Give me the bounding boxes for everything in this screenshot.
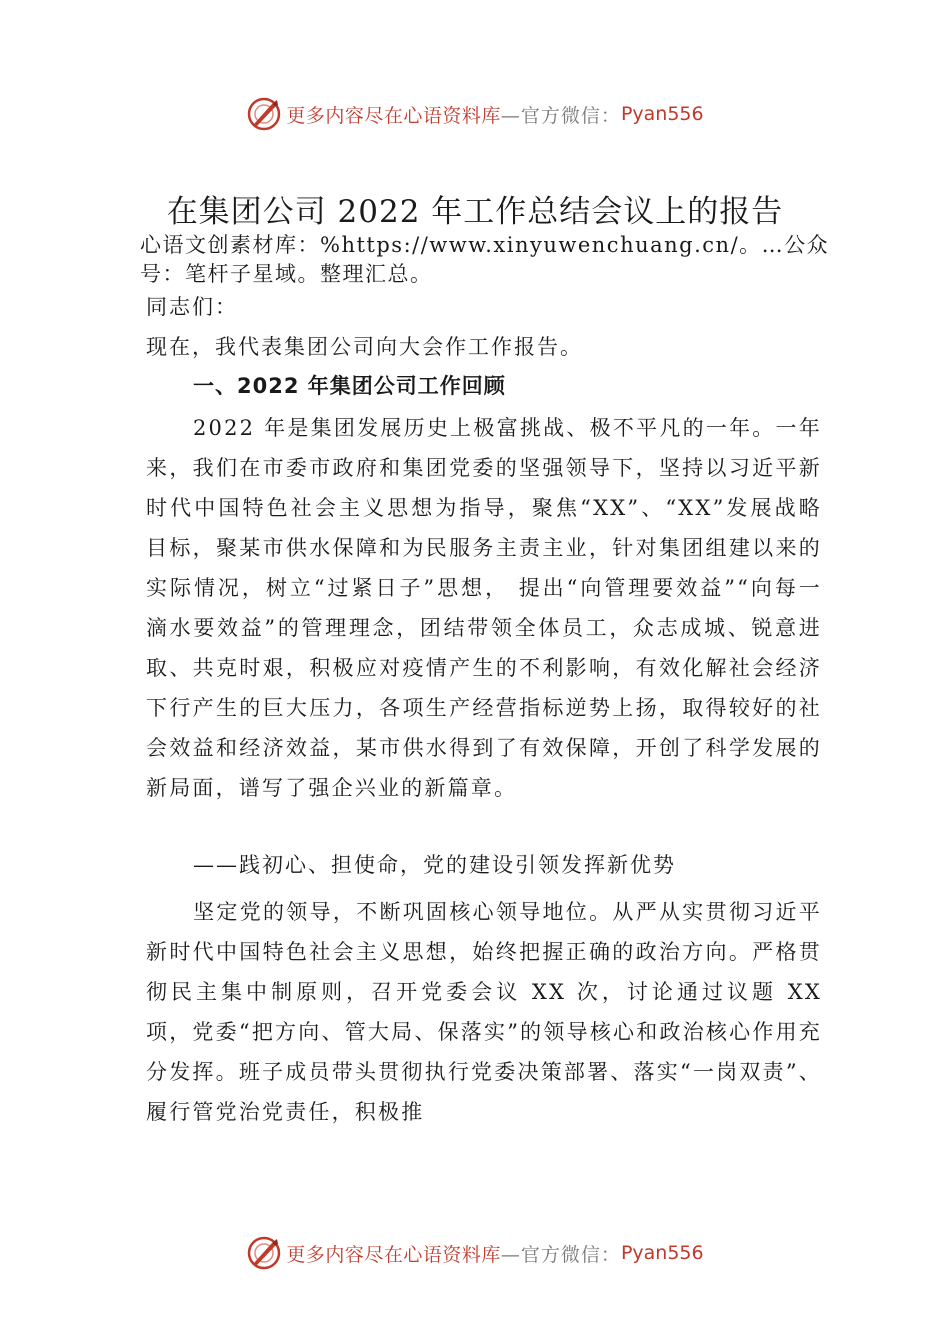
subheading: ——践初心、担使命，党的建设引领发挥新优势	[193, 853, 676, 877]
banner-red-text: 更多内容尽在心语资料库	[286, 104, 501, 127]
logo-icon	[246, 96, 282, 132]
document-title: 在集团公司 2022 年工作总结会议上的报告	[166, 194, 784, 230]
salutation: 同志们：	[146, 295, 238, 319]
logo-icon	[246, 1235, 282, 1271]
paragraph-1	[146, 408, 822, 808]
footer-banner	[0, 1233, 950, 1273]
banner-account: Pyan556	[620, 1242, 704, 1264]
section-heading: 一、2022 年集团公司工作回顾	[193, 374, 506, 398]
header-banner	[0, 94, 950, 134]
banner-gray-text: —官方微信：	[500, 104, 621, 127]
banner-gray-text: —官方微信：	[500, 1243, 621, 1266]
source-note: 心语文创素材库：%https://www.xinyuwenchuang.cn/。…公众号：笔杆子星域。整理汇总。	[140, 233, 830, 286]
banner-account: Pyan556	[620, 103, 704, 125]
paragraph-2-text: 坚定党的领导，不断巩固核心领导地位。从严从实贯彻习近平新时代中国特色社会主义思想，始终把握正确的政治方向。严格贯彻民主集中制原则，召开党委会议 XX 次，讨论通过议题 XX 项，党委“把方向、管大局、保落实”的领导核心和政治核心作用充分发挥。班子成员带头贯彻执行党委决策部署、落实“一岗双责”、履行管党治党责任，积极推	[146, 900, 822, 1124]
intro-paragraph: 现在，我代表集团公司向大会作工作报告。	[146, 335, 583, 359]
banner-red-text: 更多内容尽在心语资料库	[286, 1243, 501, 1266]
paragraph-1-text: 2022 年是集团发展历史上极富挑战、极不平凡的一年。一年来，我们在市委市政府和集团党委的坚强领导下，坚持以习近平新时代中国特色社会主义思想为指导，聚焦“XX”、“XX”发展战略目标，聚某市供水保障和为民服务主责主业，针对集团组建以来的实际情况，树立“过紧日子”思想， 提出“向管理要效益”“向每一滴水要效益”的管理理念，团结带领全体员工，众志成城、锐意进取、共克时艰，积极应对疫情产生的不利影响，有效化解社会经济下行产生的巨大压力，各项生产经营指标逆势上扬，取得较好的社会效益和经济效益，某市供水得到了有效保障，开创了科学发展的新局面，谱写了强企兴业的新篇章。	[146, 416, 822, 800]
paragraph-2	[146, 892, 822, 1132]
